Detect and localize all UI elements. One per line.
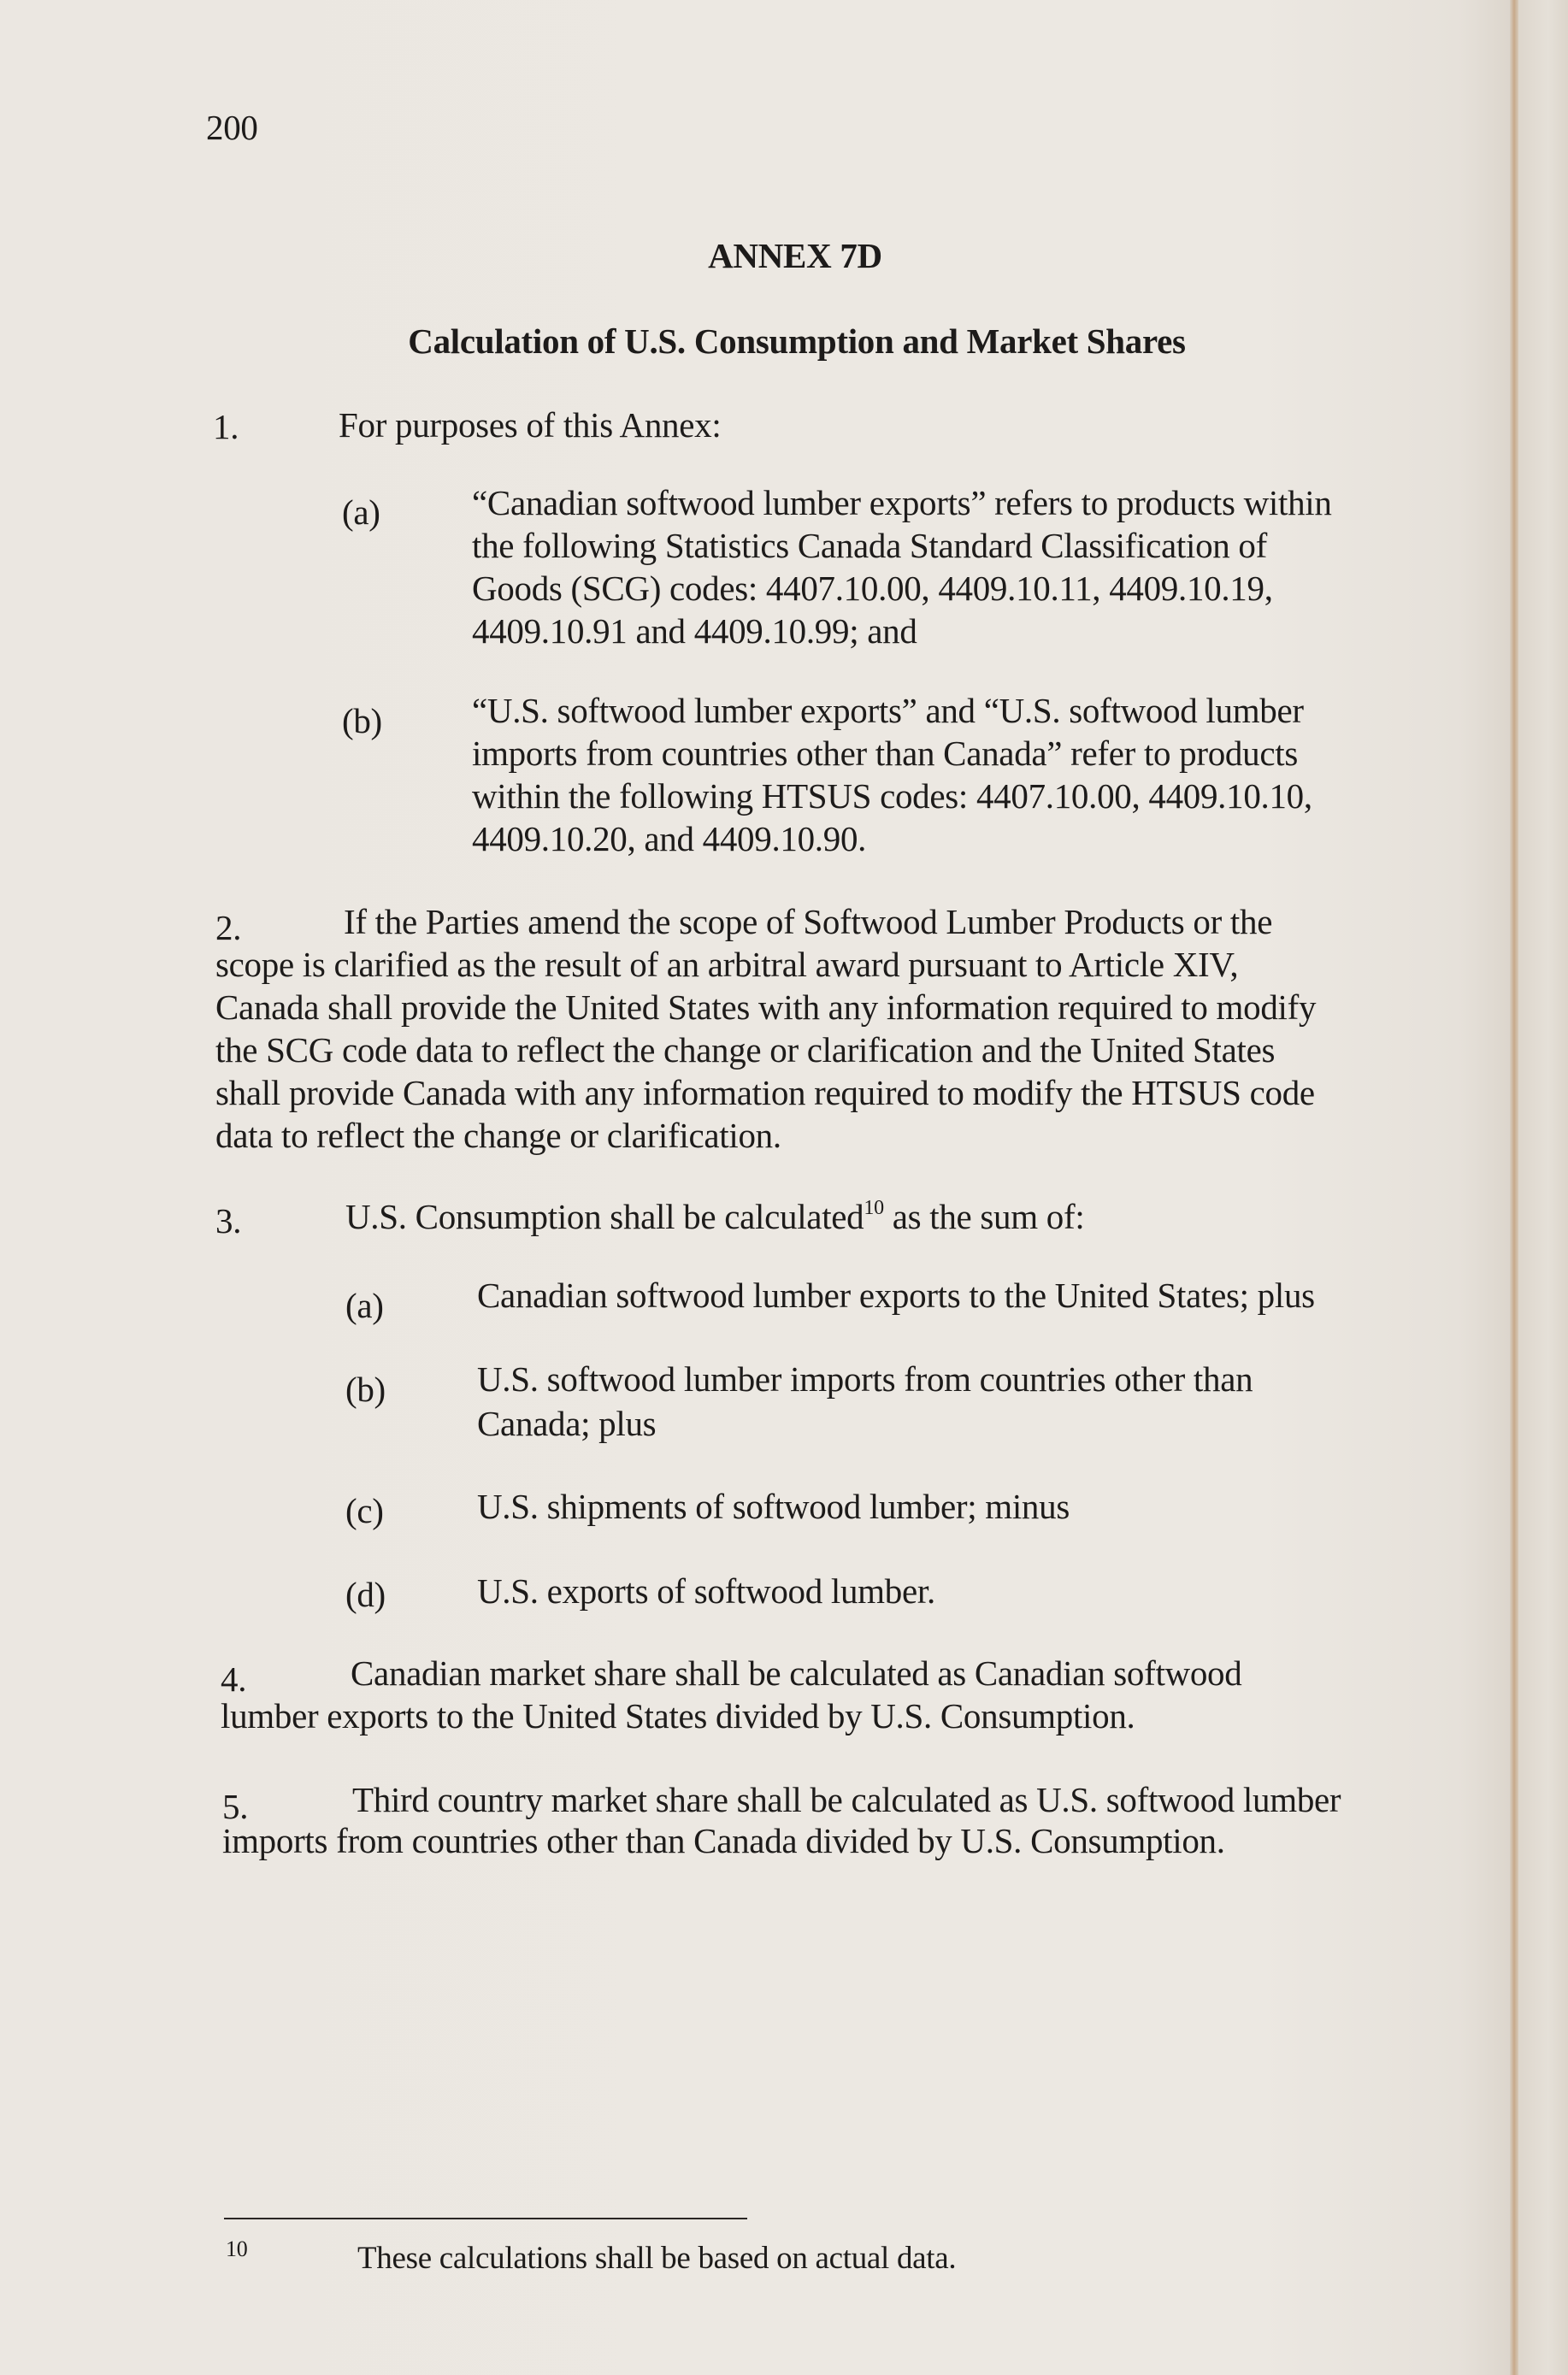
footnote-text: These calculations shall be based on actual data. xyxy=(357,2241,957,2276)
footnote-reference: 10 xyxy=(864,1197,884,1220)
item-1a-line-1: “Canadian softwood lumber exports” refers to products within xyxy=(472,483,1332,522)
para-3-text-before: U.S. Consumption shall be calculated xyxy=(345,1197,864,1236)
item-3d-line-1: U.S. exports of softwood lumber. xyxy=(477,1571,935,1611)
para-1-number: 1. xyxy=(213,407,239,446)
item-1b-line-4: 4409.10.20, and 4409.10.90. xyxy=(472,819,867,858)
para-5-number: 5. xyxy=(222,1787,249,1826)
footnote-divider xyxy=(224,2218,747,2219)
item-3c-line-1: U.S. shipments of softwood lumber; minus xyxy=(477,1487,1070,1526)
para-5-line-1: Third country market share shall be calculated as U.S. softwood lumber xyxy=(352,1780,1341,1819)
item-1b-line-2: imports from countries other than Canada” refer to products xyxy=(472,734,1298,773)
item-3c-label: (c) xyxy=(345,1491,384,1530)
item-3d-label: (d) xyxy=(345,1575,386,1614)
para-4-line-2: lumber exports to the United States divided by U.S. Consumption. xyxy=(221,1696,1135,1736)
item-3a-line-1: Canadian softwood lumber exports to the United States; plus xyxy=(477,1276,1315,1315)
item-1b-line-1: “U.S. softwood lumber exports” and “U.S. softwood lumber xyxy=(472,691,1304,730)
item-1b-line-3: within the following HTSUS codes: 4407.10.00, 4409.10.10, xyxy=(472,776,1312,816)
item-3b-line-2: Canada; plus xyxy=(477,1404,657,1443)
para-4-number: 4. xyxy=(221,1659,247,1699)
page-number: 200 xyxy=(206,108,258,147)
item-3b-line-1: U.S. softwood lumber imports from countries other than xyxy=(477,1359,1253,1399)
para-2-line-3: Canada shall provide the United States with any information required to modify xyxy=(215,987,1317,1027)
para-2-number: 2. xyxy=(215,908,242,947)
section-heading: Calculation of U.S. Consumption and Market Shares xyxy=(408,321,1186,361)
item-3b-label: (b) xyxy=(345,1370,386,1409)
item-1b-label: (b) xyxy=(342,701,382,740)
para-4-line-1: Canadian market share shall be calculated as Canadian softwood xyxy=(351,1653,1242,1693)
item-3a-label: (a) xyxy=(345,1286,384,1325)
para-2-line-5: shall provide Canada with any information required to modify the HTSUS code xyxy=(215,1073,1315,1112)
item-1a-label: (a) xyxy=(342,492,380,532)
para-2-line-2: scope is clarified as the result of an arbitral award pursuant to Article XIV, xyxy=(215,945,1239,984)
para-1-text: For purposes of this Annex: xyxy=(339,405,722,445)
para-5-line-2: imports from countries other than Canada divided by U.S. Consumption. xyxy=(222,1821,1225,1860)
annex-title: ANNEX 7D xyxy=(708,236,882,275)
item-1a-line-3: Goods (SCG) codes: 4407.10.00, 4409.10.11, 4409.10.19, xyxy=(472,569,1273,608)
para-2-line-6: data to reflect the change or clarification. xyxy=(215,1116,781,1155)
para-3-text xyxy=(345,1195,1084,1238)
item-1a-line-4: 4409.10.91 and 4409.10.99; and xyxy=(472,611,917,651)
para-2-line-1: If the Parties amend the scope of Softwood Lumber Products or the xyxy=(344,902,1273,941)
item-1a-line-2: the following Statistics Canada Standard Classification of xyxy=(472,526,1267,565)
para-2-line-4: the SCG code data to reflect the change or clarification and the United States xyxy=(215,1030,1276,1070)
para-3-text-after: as the sum of: xyxy=(883,1197,1085,1236)
para-3-number: 3. xyxy=(215,1201,242,1241)
footnote-number: 10 xyxy=(226,2237,248,2261)
